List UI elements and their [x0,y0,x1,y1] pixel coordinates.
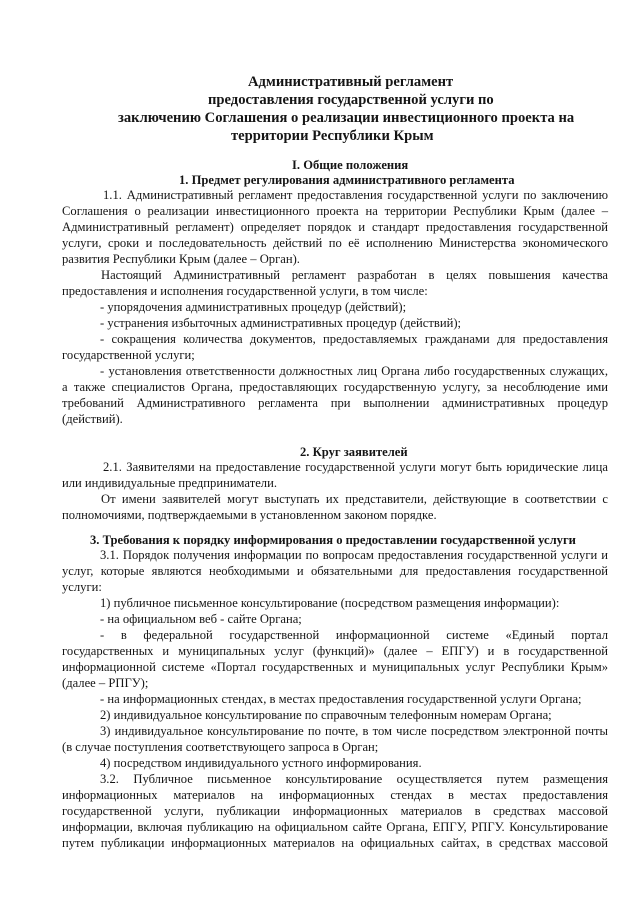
list-item: государственных и муниципальных услуг (функций)» (далее – ЕПГУ) и в государственной [62,644,608,658]
paragraph-line: развития Республики Крым (далее – Орган). [62,252,300,266]
paragraph-line: 1.1. Административный регламент предоставления государственной услуги по заключению [103,188,608,202]
list-item: требований Административного регламента при выполнении административных процедур [62,396,608,410]
paragraph-line: предоставления и исполнения государственной услуги, в том числе: [62,284,428,298]
paragraph-line: путем публикации информационных материалов на официальных сайтах, в средствах массовой [62,836,608,850]
list-item: 1) публичное письменное консультирование (посредством размещения информации): [100,596,560,610]
doc-title-line-1: Административный регламент [248,74,454,90]
doc-title-line-2: предоставления государственной услуги по [208,92,494,108]
list-item: - сокращения количества документов, предоставляемых гражданами для предоставления [100,332,608,346]
paragraph-line: услуги, сроки и последовательность действий по её исполнению Министерства экономического [62,236,608,250]
list-item: - в федеральной государственной информационной системе «Единый портал [100,628,608,642]
paragraph-line: Настоящий Административный регламент разработан в целях повышения качества [101,268,608,282]
paragraph-line: информации, включая публикацию на официальном сайте Органа, ЕПГУ, РПГУ. Консультирование [62,820,608,834]
section-2-heading: 2. Круг заявителей [300,445,408,459]
paragraph-line: государственной услуги, публикации информационных материалов в средствах массовой [62,804,608,818]
paragraph-line: или индивидуальные предприниматели. [62,476,277,490]
list-item: - установления ответственности должностных лиц Органа либо государственных служащих, [100,364,608,378]
list-item: 3) индивидуальное консультирование по почте, в том числе посредством электронной почты [100,724,608,738]
paragraph-line: От имени заявителей могут выступать их представители, действующие в соответствии с [101,492,608,506]
paragraph-line: Административный регламент) определяет порядок и стандарт предоставления государственной [62,220,608,234]
list-item: 2) индивидуальное консультирование по справочным телефонным номерам Органа; [100,708,552,722]
list-item: - на официальном веб - сайте Органа; [100,612,302,626]
list-item: - упорядочения административных процедур (действий); [100,300,407,314]
paragraph-line: информационных материалов на информационных стендах в местах предоставления [62,788,608,802]
paragraph-line: полномочиями, подтверждаемыми в установленном законом порядке. [62,508,437,522]
list-item: (далее – РПГУ); [62,676,149,690]
list-item: (в случае поступления соответствующего запроса в Орган; [62,740,379,754]
list-item: (действий). [62,412,123,426]
paragraph-line: 2.1. Заявителями на предоставление государственной услуги могут быть юридические лица [103,460,608,474]
paragraph-line: Соглашения о реализации инвестиционного проекта на территории Республики Крым (далее – [62,204,608,218]
list-item: 4) посредством индивидуального устного информирования. [100,756,422,770]
section-1-heading: I. Общие положения [292,158,409,172]
section-3-heading: 3. Требования к порядку информирования о предоставлении государственной услуги [90,533,576,547]
doc-title-line-3: заключению Соглашения о реализации инвестиционного проекта на [118,110,575,126]
list-item: информационной системе «Портал государственных и муниципальных услуг Республики Крым» [62,660,608,674]
paragraph-line: услуг, которые являются необходимыми и обязательными для предоставления государственной [62,564,608,578]
list-item: государственной услуги; [62,348,195,362]
section-1-subheading: 1. Предмет регулирования административного регламента [179,173,515,187]
paragraph-line: 3.2. Публичное письменное консультирование осуществляется путем размещения [100,772,608,786]
list-item: - устранения избыточных административных процедур (действий); [100,316,462,330]
paragraph-line: 3.1. Порядок получения информации по вопросам предоставления государственной услуги и [100,548,608,562]
paragraph-line: услуги: [62,580,102,594]
list-item: а также специалистов Органа, предоставляющих государственную услугу, за несоблюдение ими [62,380,608,394]
doc-title-line-4: территории Республики Крым [231,128,434,144]
list-item: - на информационных стендах, в местах предоставления государственной услуги Органа; [100,692,582,706]
